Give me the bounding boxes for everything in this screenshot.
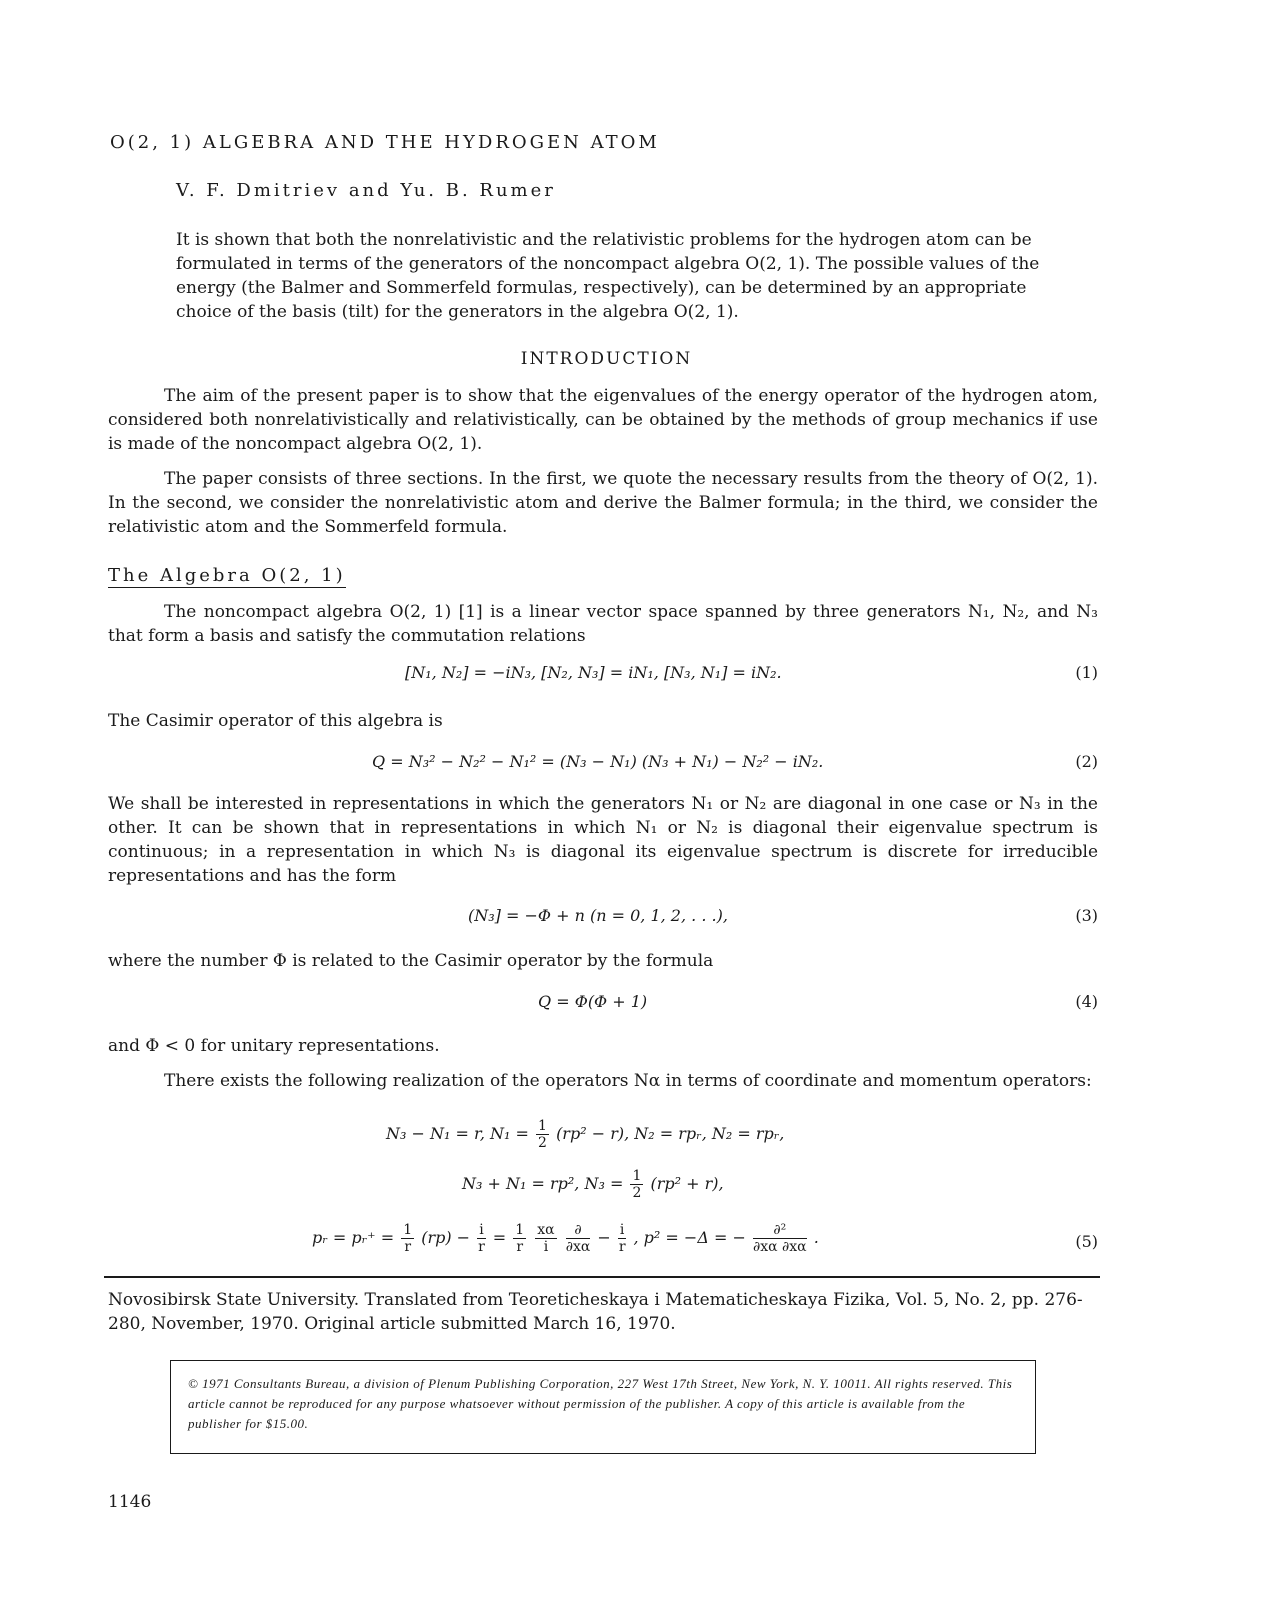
introduction-heading: INTRODUCTION bbox=[520, 349, 693, 369]
eq5c-frac-5 bbox=[566, 1222, 591, 1255]
eq5b-frac-den: 2 bbox=[632, 1185, 642, 1201]
section1-paragraph-2: The Casimir operator of this algebra is bbox=[108, 711, 443, 731]
equation-2: Q = N₃² − N₂² − N₁² = (N₃ − N₁) (N₃ + N₁) − N₂² − iN₂. bbox=[372, 752, 824, 771]
paper-authors: V. F. Dmitriev and Yu. B. Rumer bbox=[176, 180, 556, 201]
eq5c-equals: = bbox=[492, 1228, 507, 1247]
eq5c-f2-den: r bbox=[478, 1239, 485, 1255]
eq5c-frac-7 bbox=[753, 1222, 807, 1255]
section1-paragraph-4: where the number Φ is related to the Casimir operator by the formula bbox=[108, 951, 714, 971]
eq5c-f3-den: r bbox=[516, 1239, 524, 1255]
eq5c-f2-num: i bbox=[479, 1222, 484, 1238]
equation-5c bbox=[312, 1222, 819, 1255]
eq5c-f4-num: xα bbox=[537, 1222, 555, 1238]
eq5c-frac-3 bbox=[513, 1222, 526, 1255]
eq5c-f5-den: ∂xα bbox=[565, 1239, 591, 1255]
eq5c-end: . bbox=[813, 1228, 819, 1247]
eq5a-frac-num: 1 bbox=[538, 1118, 547, 1134]
paper-title: O(2, 1) ALGEBRA AND THE HYDROGEN ATOM bbox=[110, 132, 660, 153]
eq5c-f6-num: i bbox=[619, 1222, 625, 1238]
section-heading-algebra: The Algebra O(2, 1) bbox=[108, 565, 346, 586]
eq5a-left: N₃ − N₁ = r, N₁ = bbox=[386, 1124, 529, 1143]
section1-paragraph-5: and Φ < 0 for unitary representations. bbox=[108, 1036, 440, 1056]
equation-3: (N₃] = −Φ + n (n = 0, 1, 2, . . .), bbox=[468, 906, 728, 925]
eq5c-p2: , p² = −Δ = − bbox=[633, 1228, 746, 1247]
equation-5b bbox=[462, 1168, 724, 1201]
eq5a-frac-den: 2 bbox=[538, 1135, 547, 1151]
eq5c-f5-num: ∂ bbox=[566, 1222, 591, 1239]
eq5b-rest: (rp² + r), bbox=[650, 1174, 724, 1193]
section1-paragraph-1: The noncompact algebra O(2, 1) [1] is a linear vector space spanned by three generators N₁, N₂, and N₃ that form a basis and satisfy the commutation relations bbox=[108, 602, 1098, 646]
eq5c-left: pᵣ = pᵣ⁺ = bbox=[312, 1228, 395, 1247]
eq5a-rest: (rp² − r), N₂ = rpᵣ, N₂ = rpᵣ, bbox=[556, 1124, 785, 1143]
equation-5-number: (5) bbox=[1075, 1232, 1098, 1251]
introduction-paragraph-1: The aim of the present paper is to show that the eigenvalues of the energy operator of the hydrogen atom, considered both nonrelativistically and relativistically, can be obtained by the methods of group mechanics if use is made of the noncompact algebra O(2, 1). bbox=[108, 386, 1098, 454]
abstract: It is shown that both the nonrelativistic and the relativistic problems for the hydrogen atom can be formulated in terms of the generators of the noncompact algebra O(2, 1). The possible values of the energy (the Balmer and Sommerfeld formulas, respectively), can be determined by an appropriate choice of the basis (tilt) for the generators in the algebra O(2, 1). bbox=[176, 230, 1040, 322]
eq5a-fraction bbox=[536, 1118, 549, 1151]
page-number: 1146 bbox=[108, 1492, 152, 1512]
introduction-paragraph-2: The paper consists of three sections. In the first, we quote the necessary results from the theory of O(2, 1). In the second, we consider the nonrelativistic atom and derive the Balmer formula; in the third, we consider the relativistic atom and the Sommerfeld formula. bbox=[108, 469, 1098, 537]
eq5c-frac-6 bbox=[618, 1222, 626, 1255]
eq5c-frac-1 bbox=[401, 1222, 414, 1255]
equation-4: Q = Φ(Φ + 1) bbox=[538, 992, 648, 1011]
equation-1: [N₁, N₂] = −iN₃, [N₂, N₃] = iN₁, [N₃, N₁] = iN₂. bbox=[405, 663, 782, 682]
eq5c-f1-num: 1 bbox=[403, 1222, 413, 1238]
eq5b-frac-num: 1 bbox=[632, 1168, 642, 1184]
eq5c-f3-num: 1 bbox=[515, 1222, 525, 1238]
copyright-notice: © 1971 Consultants Bureau, a division of Plenum Publishing Corporation, 227 West 17th Street, New York, N. Y. 10011. All rights reserved. This article cannot be reproduced for any purpose whatsoever without permission of the publisher. A copy of this article is available from the publisher for $15.00. bbox=[188, 1376, 1013, 1431]
eq5c-f7-num: ∂² bbox=[753, 1222, 807, 1239]
equation-4-number: (4) bbox=[1075, 992, 1098, 1011]
equation-2-number: (2) bbox=[1075, 752, 1098, 771]
eq5c-f7-den: ∂xα ∂xα bbox=[752, 1239, 807, 1255]
section1-paragraph-6: There exists the following realization of the operators Nα in terms of coordinate and momentum operators: bbox=[164, 1071, 1092, 1091]
eq5c-f4-den: i bbox=[543, 1239, 549, 1255]
section1-paragraph-3: We shall be interested in representations in which the generators N₁ or N₂ are diagonal in one case or N₃ in the other. It can be shown that in representations in which N₁ or N₂ is diagonal their eigenvalue spectrum is continuous; in a representation in which N₃ is diagonal its eigenvalue spectrum is discrete for irreducible representations and has the form bbox=[108, 794, 1098, 886]
eq5c-f1-den: r bbox=[404, 1239, 412, 1255]
eq5c-minus: − bbox=[597, 1228, 611, 1247]
affiliation-footnote: Novosibirsk State University. Translated from Teoreticheskaya i Matematicheskaya Fizika, Vol. 5, No. 2, pp. 276-280, November, 1970. Original article submitted March 16, 1970. bbox=[108, 1290, 1083, 1334]
equation-1-number: (1) bbox=[1075, 663, 1098, 682]
equation-5a bbox=[386, 1118, 784, 1151]
footnote-divider bbox=[104, 1276, 1100, 1278]
eq5c-f6-den: r bbox=[618, 1239, 626, 1255]
eq5c-mid: (rp) − bbox=[421, 1228, 471, 1247]
eq5b-left: N₃ + N₁ = rp², N₃ = bbox=[462, 1174, 624, 1193]
eq5b-fraction bbox=[630, 1168, 643, 1201]
equation-3-number: (3) bbox=[1075, 906, 1098, 925]
eq5c-frac-2 bbox=[477, 1222, 485, 1255]
eq5c-frac-4 bbox=[535, 1222, 556, 1255]
